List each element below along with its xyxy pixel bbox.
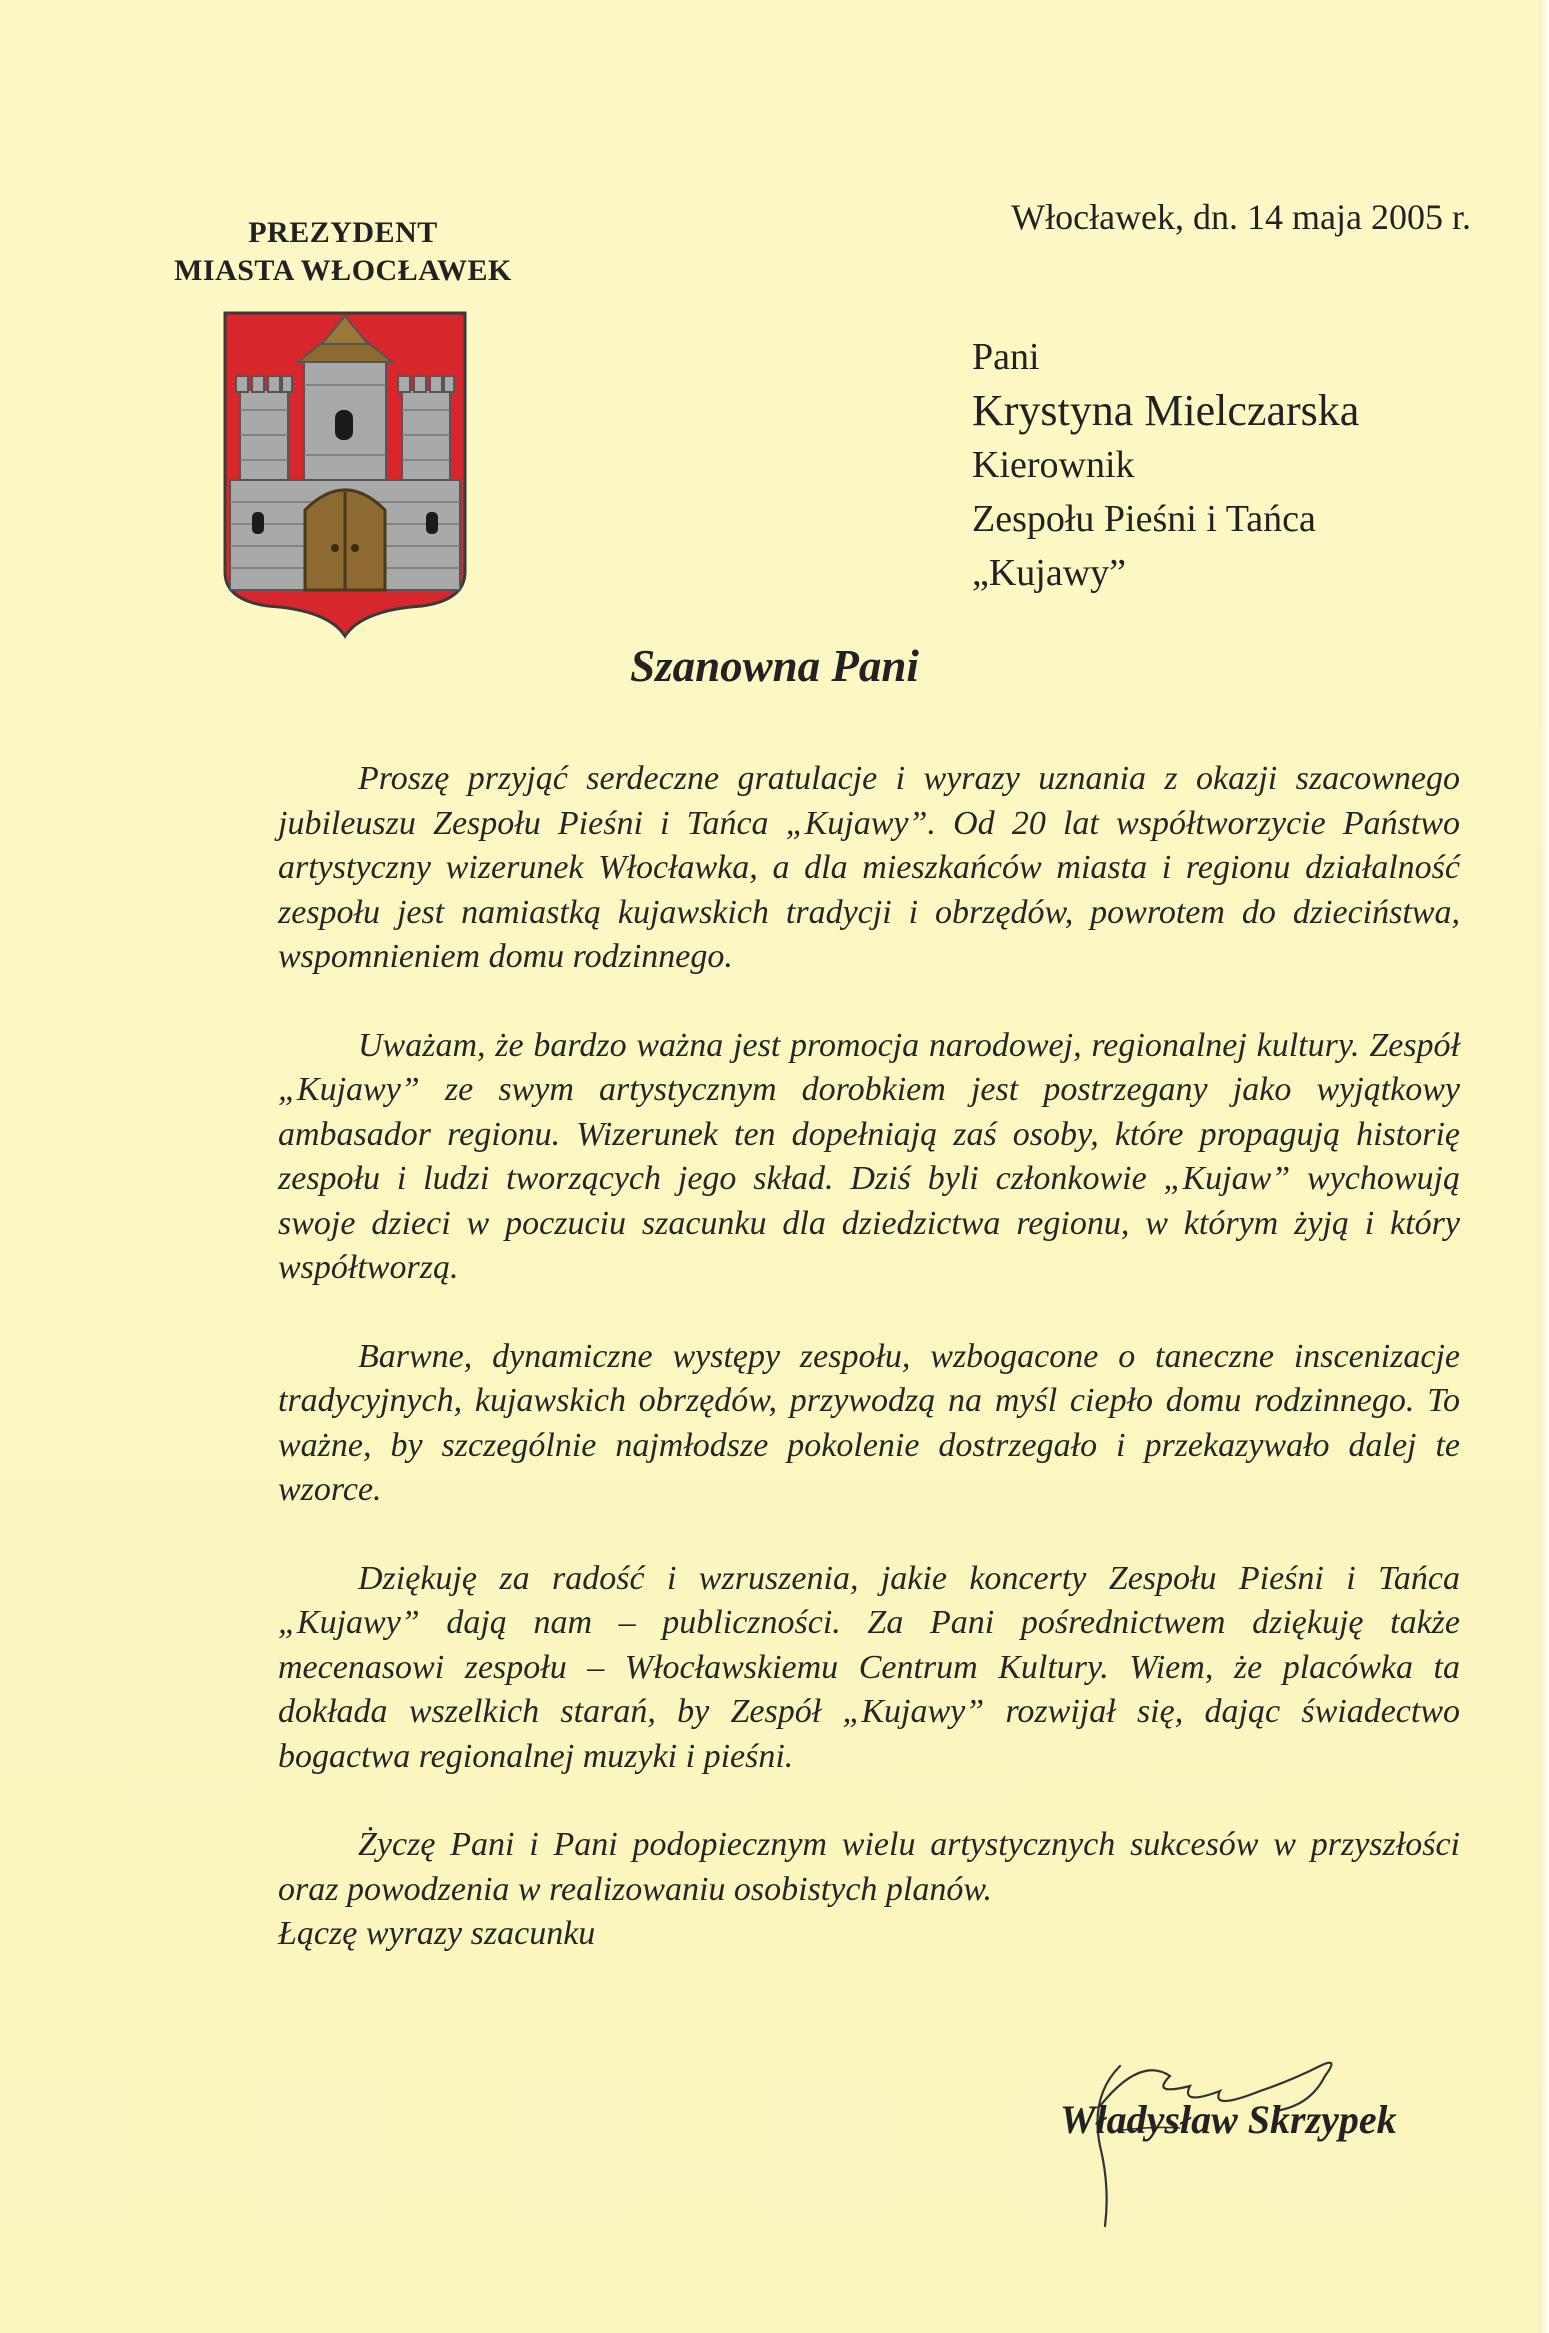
greeting: Szanowna Pani [630,641,919,691]
letter-body [278,757,1460,1957]
recipient-ensemble: Zespołu Pieśni i Tańca [972,498,1316,540]
paper-edge [1539,0,1549,2333]
paragraph: Proszę przyjąć serdeczne gratulacje i wyrazy uznania z okazji szacownego jubileuszu Zespołu Pieśni i Tańca „Kujawy”. Od 20 lat współtworzycie Państwo artystyczny wizerunek Włocławka, a dla mieszkańców miasta i regionu działalność zespołu jest namiastką kujawskich tradycji i obrzędów, powrotem do dzieciństwa, wspomnieniem domu rodzinnego. [278,760,1460,975]
letter-date: Włocławek, dn. 14 maja 2005 r. [1011,197,1471,237]
paragraph: Uważam, że bardzo ważna jest promocja narodowej, regionalnej kultury. Zespół „Kujawy” ze swym artystycznym dorobkiem jest postrzegany jako wyjątkowy ambasador regionu. Wizerunek ten dopełniają zaś osoby, które propagują historię zespołu i ludzi tworzących jego skład. Dziś byli członkowie „Kujaw” wychowują swoje dzieci w poczuciu szacunku dla dziedzictwa regionu, w którym żyją i który współtworzą. [278,1026,1460,1286]
paragraph: Dziękuję za radość i wzruszenia, jakie koncerty Zespołu Pieśni i Tańca „Kujawy” dają nam – publiczności. Za Pani pośrednictwem dziękuję także mecenasowi zespołu – Włocławskiemu Centrum Kultury. Wiem, że placówka ta dokłada wszelkich starań, by Zespół „Kujawy” rozwijał się, dając świadectwo bogactwa regionalnej muzyki i pieśni. [278,1559,1460,1775]
sender-office [148,214,538,290]
recipient-block [972,330,1359,600]
recipient-ensemble-name: „Kujawy” [972,552,1127,594]
closing-regards: Łączę wyrazy szacunku [278,1915,596,1952]
office-title: PREZYDENT [248,216,438,249]
closing-wishes: Życzę Pani i Pani podopiecznym wielu artystycznych sukcesów w przyszłości oraz powodzenia w realizowaniu osobistych planów. [278,1826,1460,1908]
recipient-salutation: Pani [972,336,1040,378]
coat-of-arms-icon [222,310,468,640]
signer-name: Władysław Skrzypek [1060,2097,1397,2142]
recipient-position: Kierownik [972,444,1135,486]
recipient-name: Krystyna Mielczarska [972,386,1360,435]
closing-paragraph [278,1823,1460,1957]
paragraph: Barwne, dynamiczne występy zespołu, wzbogacone o taneczne inscenizacje tradycyjnych, kujawskich obrzędów, przywodzą na myśl ciepło domu rodzinnego. To ważne, by szczególnie najmłodsze pokolenie dostrzegało i przekazywało dalej te wzorce. [278,1337,1460,1508]
office-city: MIASTA WŁOCŁAWEK [174,254,512,287]
